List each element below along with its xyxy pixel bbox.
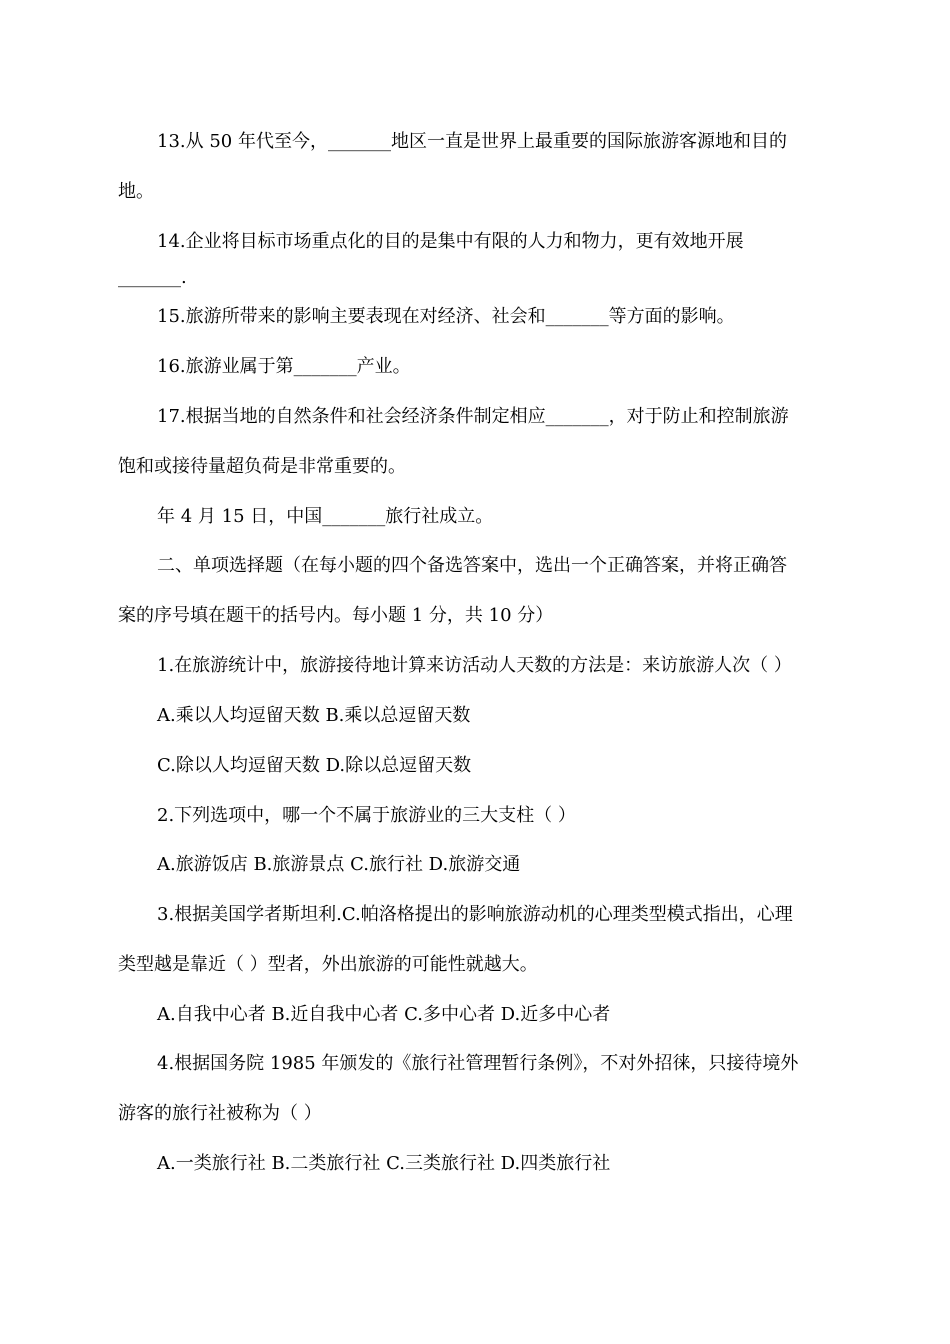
section-heading-line-1: 二、单项选择题（在每小题的四个备选答案中，选出一个正确答案，并将正确答 — [157, 555, 787, 576]
question-18: 年 4 月 15 日，中国_______旅行社成立。 — [157, 506, 494, 527]
mc-question-3-line-2: 类型越是靠近（ ）型者，外出旅游的可能性就越大。 — [118, 954, 538, 975]
question-13-line-2: 地。 — [118, 181, 154, 202]
section-heading-line-2: 案的序号填在题干的括号内。每小题 1 分，共 10 分） — [118, 605, 554, 626]
mc-question-4-line-2: 游客的旅行社被称为（ ） — [118, 1103, 322, 1124]
question-16: 16.旅游业属于第_______产业。 — [157, 356, 411, 377]
mc-question-3-options: A.自我中心者 B.近自我中心者 C.多中心者 D.近多中心者 — [157, 1004, 611, 1025]
mc-question-4-line-1: 4.根据国务院 1985 年颁发的《旅行社管理暂行条例》，不对外招徕，只接待境外 — [157, 1053, 799, 1074]
question-13-line-1: 13.从 50 年代至今，_______地区一直是世界上最重要的国际旅游客源地和目的 — [157, 131, 787, 152]
mc-question-2: 2.下列选项中，哪一个不属于旅游业的三大支柱（ ） — [157, 805, 576, 826]
question-17-line-2: 饱和或接待量超负荷是非常重要的。 — [118, 456, 406, 477]
question-14-line-2: _______. — [118, 267, 187, 288]
mc-question-4-options: A.一类旅行社 B.二类旅行社 C.三类旅行社 D.四类旅行社 — [157, 1153, 611, 1174]
mc-question-2-options: A.旅游饭店 B.旅游景点 C.旅行社 D.旅游交通 — [157, 854, 521, 875]
mc-question-1: 1.在旅游统计中，旅游接待地计算来访活动人天数的方法是：来访旅游人次（ ） — [157, 655, 792, 676]
question-14-line-1: 14.企业将目标市场重点化的目的是集中有限的人力和物力，更有效地开展 — [157, 231, 744, 252]
mc-question-3-line-1: 3.根据美国学者斯坦利.C.帕洛格提出的影响旅游动机的心理类型模式指出，心理 — [157, 904, 793, 925]
mc-question-1-options-cd: C.除以人均逗留天数 D.除以总逗留天数 — [157, 755, 472, 776]
mc-question-1-options-ab: A.乘以人均逗留天数 B.乘以总逗留天数 — [157, 705, 471, 726]
question-15: 15.旅游所带来的影响主要表现在对经济、社会和_______等方面的影响。 — [157, 306, 735, 327]
question-17-line-1: 17.根据当地的自然条件和社会经济条件制定相应_______，对于防止和控制旅游 — [157, 406, 789, 427]
